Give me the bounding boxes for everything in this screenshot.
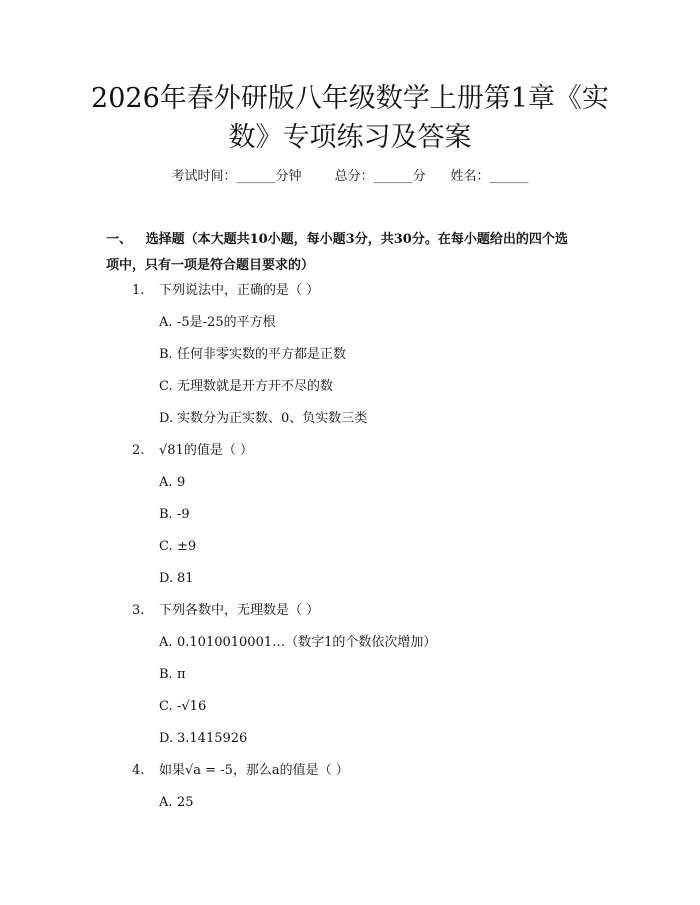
option-3b bbox=[159, 666, 186, 684]
question-number: 2. bbox=[132, 443, 145, 458]
option-letter: D. bbox=[159, 731, 174, 746]
option-letter: A. bbox=[159, 475, 173, 490]
name-blank: ______ bbox=[489, 169, 529, 184]
option-letter: D. bbox=[159, 411, 174, 426]
page-title-line-1: 2026年春外研版八年级数学上册第1章《实 bbox=[91, 83, 609, 114]
option-letter: A. bbox=[159, 635, 173, 650]
option-letter: A. bbox=[159, 315, 173, 330]
time-blank: ______ bbox=[236, 169, 276, 184]
option-text: 81 bbox=[177, 571, 194, 586]
section-heading bbox=[106, 227, 614, 279]
option-3c bbox=[159, 698, 206, 716]
question-2 bbox=[132, 442, 253, 460]
option-letter: B. bbox=[159, 347, 173, 362]
option-2d bbox=[159, 570, 194, 588]
section-number: 一、 bbox=[106, 232, 133, 247]
question-1 bbox=[132, 282, 319, 300]
score-label: 总分： bbox=[334, 169, 374, 184]
option-text: -√16 bbox=[177, 699, 207, 714]
time-unit: 分钟 bbox=[275, 169, 302, 184]
option-text: 无理数就是开方开不尽的数 bbox=[177, 379, 334, 394]
option-2c bbox=[159, 538, 196, 556]
question-number: 4. bbox=[132, 763, 145, 778]
option-2b bbox=[159, 506, 190, 524]
option-1c bbox=[159, 378, 333, 396]
page-title-line-2: 数》专项练习及答案 bbox=[228, 122, 472, 153]
section-line-2: 项中，只有一项是符合题目要求的） bbox=[106, 258, 315, 273]
option-letter: B. bbox=[159, 667, 173, 682]
option-text: π bbox=[177, 667, 186, 682]
option-letter: C. bbox=[159, 539, 173, 554]
option-1a bbox=[159, 314, 276, 332]
question-number: 1. bbox=[132, 283, 145, 298]
option-letter: C. bbox=[159, 379, 173, 394]
question-text: 下列各数中，无理数是（ ） bbox=[159, 603, 320, 618]
question-number: 3. bbox=[132, 603, 145, 618]
option-text: 9 bbox=[177, 475, 186, 490]
question-4 bbox=[132, 762, 349, 780]
option-letter: B. bbox=[159, 507, 173, 522]
option-1b bbox=[159, 346, 346, 364]
option-text: -5是-25的平方根 bbox=[177, 315, 276, 330]
option-text: -9 bbox=[177, 507, 190, 522]
option-text: 3.1415926 bbox=[177, 731, 248, 746]
question-text: 下列说法中，正确的是（ ） bbox=[159, 283, 320, 298]
option-3a bbox=[159, 634, 436, 652]
score-unit: 分 bbox=[412, 169, 426, 184]
option-text: ±9 bbox=[177, 539, 197, 554]
option-text: 实数分为正实数、0、负实数三类 bbox=[177, 411, 368, 426]
option-2a bbox=[159, 474, 185, 492]
option-1d bbox=[159, 410, 367, 428]
option-3d bbox=[159, 730, 247, 748]
option-4a bbox=[159, 794, 194, 812]
question-text: 如果√a = -5，那么a的值是（ ） bbox=[159, 763, 349, 778]
score-blank: ______ bbox=[373, 169, 413, 184]
time-label: 考试时间： bbox=[171, 169, 237, 184]
option-letter: D. bbox=[159, 571, 174, 586]
option-letter: C. bbox=[159, 699, 173, 714]
option-text: 25 bbox=[177, 795, 194, 810]
exam-info bbox=[0, 168, 700, 186]
name-label: 姓名： bbox=[450, 169, 490, 184]
option-letter: A. bbox=[159, 795, 173, 810]
section-line-1: 选择题（本大题共10小题，每小题3分，共30分。在每小题给出的四个选 bbox=[145, 232, 568, 247]
question-text: √81的值是（ ） bbox=[159, 443, 253, 458]
question-3 bbox=[132, 602, 319, 620]
option-text: 任何非零实数的平方都是正数 bbox=[177, 347, 347, 362]
option-text: 0.1010010001…（数字1的个数依次增加） bbox=[177, 635, 437, 650]
